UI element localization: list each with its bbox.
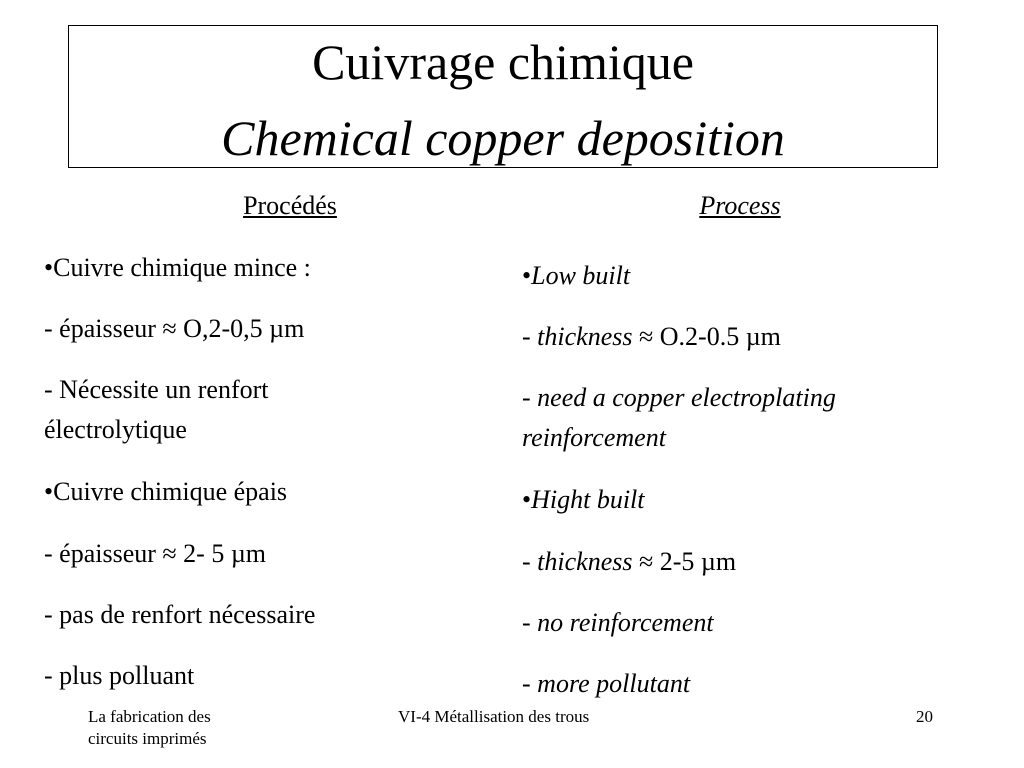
left-column-heading: Procédés (243, 191, 337, 220)
left-item: - Nécessite un renfort (44, 375, 269, 404)
right-item-prefix: • (522, 261, 532, 290)
footer-course-line1: La fabrication des (88, 707, 211, 726)
right-item-prefix: • (522, 485, 532, 514)
left-item: - épaisseur ≈ O,2-0,5 µm (44, 314, 305, 343)
left-item-continuation: électrolytique (44, 415, 187, 444)
right-item-suffix: ≈ O.2-0.5 µm (632, 322, 781, 351)
right-item (522, 664, 690, 704)
right-item-text: no reinforcement (537, 608, 714, 637)
right-item-text: more pollutant (537, 669, 691, 698)
right-item (522, 317, 781, 357)
right-item-text: Low built (531, 261, 631, 290)
right-item-prefix: - (522, 669, 538, 698)
left-bullet: •Cuivre chimique mince : (44, 253, 311, 282)
slide-title: Cuivrage chimique (312, 34, 694, 90)
right-item-prefix: - (522, 608, 538, 637)
right-column-heading: Process (699, 191, 781, 220)
footer-course-title (88, 706, 211, 750)
left-bullet: •Cuivre chimique épais (44, 477, 288, 506)
right-item-suffix: ≈ 2-5 µm (632, 547, 737, 576)
right-item (522, 378, 836, 418)
right-item-prefix: - (522, 322, 538, 351)
left-item: - plus polluant (44, 661, 195, 690)
slide-subtitle: Chemical copper deposition (221, 110, 785, 166)
right-item-continuation (522, 418, 666, 458)
right-item-text: thickness (537, 322, 633, 351)
right-item-text: reinforcement (522, 423, 666, 452)
right-item-text: Hight built (531, 485, 645, 514)
right-item-text: need a copper electroplating (537, 383, 836, 412)
left-item: - pas de renfort nécessaire (44, 600, 316, 629)
footer-course-line2: circuits imprimés (88, 729, 207, 748)
right-item (522, 542, 736, 582)
right-item-prefix: - (522, 383, 538, 412)
right-item (522, 603, 714, 643)
left-item: - épaisseur ≈ 2- 5 µm (44, 539, 267, 568)
page-number: 20 (916, 707, 933, 726)
footer-section: VI-4 Métallisation des trous (398, 707, 590, 726)
title-box (68, 25, 938, 168)
right-item-text: thickness (537, 547, 633, 576)
right-bullet (522, 256, 630, 296)
right-bullet (522, 480, 645, 520)
right-item-prefix: - (522, 547, 538, 576)
